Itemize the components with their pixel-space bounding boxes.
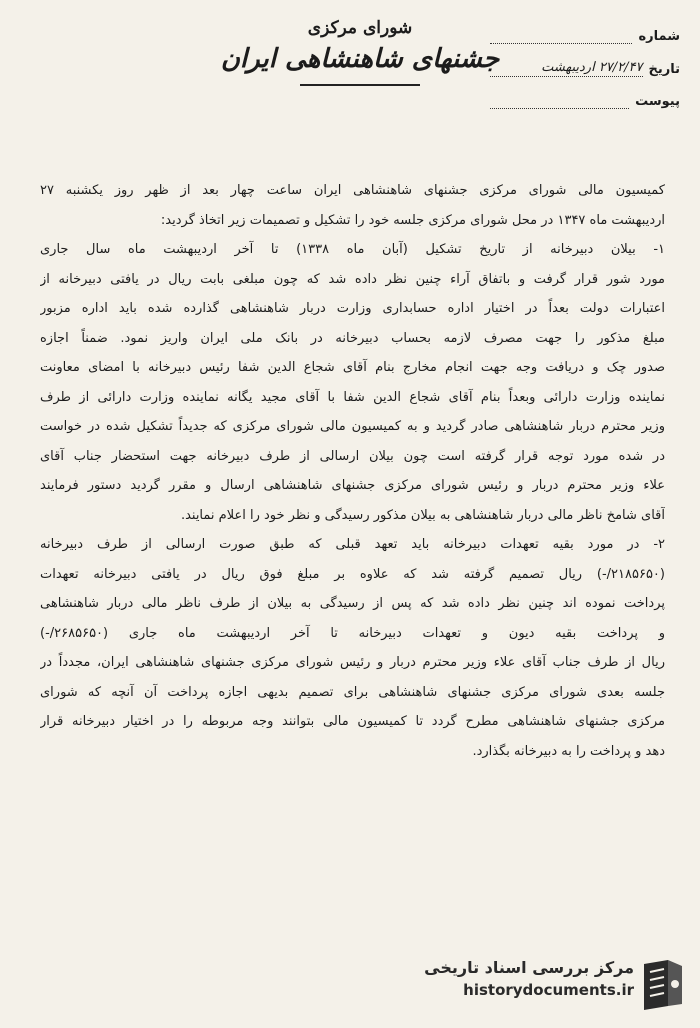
watermark-text — [424, 958, 634, 999]
number-row — [490, 28, 680, 44]
archive-watermark — [412, 948, 692, 1020]
body-line: اعتبارات دولت بعداً در اختیار اداره حسابداری وزارت دربار شاهنشاهی گذارده شده باید اداره مزبور — [40, 301, 665, 316]
letter-body — [40, 176, 665, 766]
council-title: شورای مرکزی — [307, 18, 413, 38]
body-line: مبلغ مذکور را جهت مصرف لازمه بحساب دبیرخانه در بانک ملی ایران واریز نمود. ضمناً اجازه — [40, 330, 665, 346]
body-line: نماینده وزارت دارائی وبعداً بنام آقای شجاع الدین شفا با آقای مجید یگانه نماینده وزارت دارائی از طرف — [40, 389, 665, 405]
date-value: ۲۷/۲/۴۷ اردیبهشت — [490, 60, 643, 77]
organization-title: جشنهای شاهنشاهی ایران — [220, 44, 500, 74]
letterhead — [190, 18, 530, 86]
number-label: شماره — [638, 29, 680, 44]
archive-logo-icon — [638, 956, 688, 1012]
body-line: ۲- در مورد بقیه تعهدات دبیرخانه باید تعهد قبلی که طبق صورت ارسالی از طرف دبیرخانه — [40, 537, 665, 552]
body-line: اردیبهشت ماه ۱۳۴۷ در محل شورای مرکزی جلسه خود را تشکیل و تصمیمات زیر اتخاذ گردید: — [160, 212, 665, 228]
watermark-name: مرکز بررسی اسناد تاریخی — [424, 958, 634, 977]
body-line: جلسه بعدی شورای مرکزی جشنهای شاهنشاهی برای تصمیم بدیهی اجازه پرداخت آن آنچه که شورای — [40, 684, 665, 700]
attachment-value — [490, 93, 629, 109]
body-line: ریال از طرف جناب آقای علاء وزیر محترم دربار و رئیس شورای مرکزی جشنهای شاهنشاهی ایران، مجدداً در — [40, 655, 665, 670]
date-label: تاریخ — [648, 62, 680, 77]
body-line: پرداخت نموده اند چنین نظر داده شد که پس از رسیدگی به بیلان از طرف ناظر مالی دربار شاهنشاهی — [40, 596, 665, 611]
body-line: مرکزی جشنهای شاهنشاهی مطرح گردد تا کمیسیون مالی بتوانند وجه مربوطه را در اختیار دبیرخانه قرار — [40, 714, 665, 729]
body-line: مورد شور قرار گرفت و باتفاق آراء چنین نظر داده شد که چون مبلغی بابت ریال در یافتی دبیرخانه از — [40, 271, 665, 287]
body-line: و پرداخت بقیه دیون و تعهدات دبیرخانه تا آخر اردیبهشت ماه جاری (۲۶۸۵۶۵۰/-) — [40, 625, 665, 641]
body-line: دهد و پرداخت را به دبیرخانه بگذارد. — [472, 743, 665, 759]
body-line: کمیسیون مالی شورای مرکزی جشنهای شاهنشاهی ایران ساعت چهار بعد از ظهر روز یکشنبه ۲۷ — [40, 183, 665, 198]
body-line: ۱- بیلان دبیرخانه از تاریخ تشکیل (آبان ماه ۱۳۳۸) تا آخر اردیبهشت ماه سال جاری — [40, 242, 665, 257]
body-line: آقای شامخ ناظر مالی دربار شاهنشاهی به بیلان مذکور رسیدگی و نظر خود را اعلام نمایند. — [180, 507, 665, 523]
letterhead-divider — [300, 84, 420, 86]
date-row — [490, 60, 680, 77]
attachment-label: پیوست — [635, 94, 680, 109]
body-line: صدور چک و دریافت وجه جهت انجام مخارج بنام آقای شجاع الدین شفا رئیس دبیرخانه با امضای معاونت — [40, 360, 665, 375]
body-line: علاء وزیر محترم دربار و رئیس شورای مرکزی جشنهای شاهنشاهی ارسال و مقرر گردید دستور فرمایند — [40, 478, 665, 493]
body-line: (۲۱۸۵۶۵۰/-) ریال تصمیم گرفته شد که علاوه بر مبلغ فوق ریال در یافتی دبیرخانه تعهدات — [40, 566, 665, 582]
attachment-row — [490, 93, 680, 109]
number-value — [490, 28, 632, 44]
watermark-url: historydocuments.ir — [463, 981, 634, 999]
document-meta — [490, 28, 680, 125]
body-line: وزیر محترم دربار شاهنشاهی صادر گردید و به کمیسیون مالی شورای مرکزی که جدیداً تشکیل شده در خواست — [40, 419, 665, 434]
body-line: در شده مورد توجه قرار گرفته است چون بیلان ارسالی از طرف دبیرخانه جهت استحضار جناب آقای — [40, 448, 665, 464]
